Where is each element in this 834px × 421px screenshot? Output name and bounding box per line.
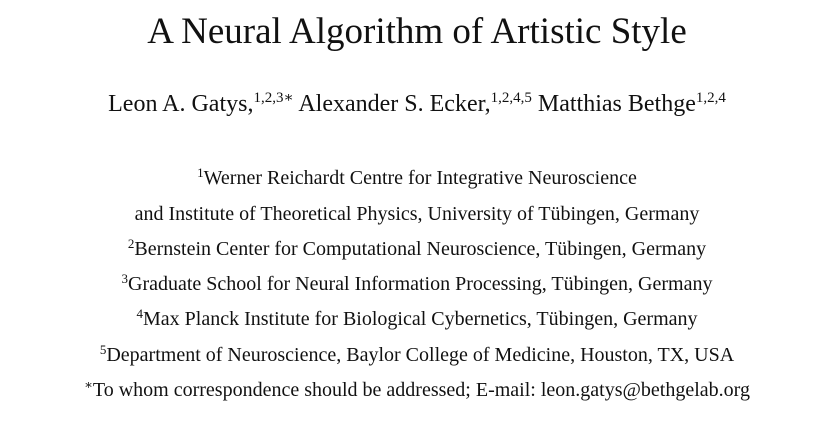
author-affiliation-marks: 1,2,3∗: [253, 90, 294, 106]
affiliation-line: [0, 306, 834, 332]
affiliation-number: 3: [121, 271, 128, 286]
author-name: Matthias Bethge: [537, 91, 696, 117]
author-name: Leon A. Gatys,: [108, 91, 254, 117]
affiliation-line: [0, 342, 834, 368]
author-list: [0, 89, 834, 119]
affiliation-line: [0, 201, 834, 227]
affiliation-number: 4: [136, 306, 143, 321]
paper-title: A Neural Algorithm of Artistic Style: [147, 11, 687, 52]
author-affiliation-marks: 1,2,4: [695, 90, 726, 106]
affiliation-number: 1: [197, 165, 204, 180]
correspondence-note: [0, 377, 834, 403]
affiliation-text: Graduate School for Neural Information Processing, Tübingen, Germany: [128, 273, 713, 295]
correspondence-mark: ∗: [84, 377, 93, 392]
affiliation-number: 2: [127, 236, 135, 251]
author-affiliation-marks: 1,2,4,5: [490, 90, 532, 106]
affiliation-line: [0, 271, 834, 297]
author-name: Alexander S. Ecker,: [298, 91, 491, 117]
affiliation-line: [0, 236, 834, 262]
affiliation-text: Werner Reichardt Centre for Integrative Neuroscience: [203, 167, 637, 189]
affiliation-text: Max Planck Institute for Biological Cybernetics, Tübingen, Germany: [142, 308, 698, 330]
affiliation-line: [0, 165, 834, 191]
affiliation-number: 5: [99, 342, 107, 357]
affiliation-text: Department of Neuroscience, Baylor College of Medicine, Houston, TX, USA: [106, 344, 735, 366]
affiliation-text: and Institute of Theoretical Physics, University of Tübingen, Germany: [134, 203, 700, 225]
correspondence-text: To whom correspondence should be addressed; E-mail: leon.gatys@bethgelab.org: [92, 379, 750, 401]
affiliation-text: Bernstein Center for Computational Neuroscience, Tübingen, Germany: [134, 238, 707, 260]
